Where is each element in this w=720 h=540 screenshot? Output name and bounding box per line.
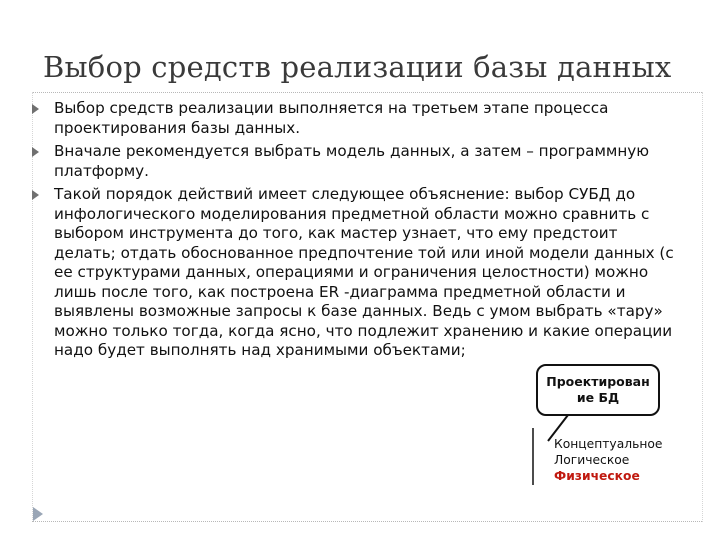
bullet-line: делать; отдать обоснованное предпочтение той или иной модели данных (с [54,243,674,262]
right-border [702,92,703,522]
bullet-line: проектирования базы данных. [54,118,301,137]
bullet-line: выявлены возможные запросы к базе данных. Ведь с умом выбрать «тару» [54,302,663,320]
design-callout [536,364,660,416]
title-divider [32,92,702,93]
design-levels [554,436,662,484]
bullet-line: ее структурами данных, операциями и ограничения целостности) можно [54,263,649,281]
callout-line: Проектирован [546,374,650,389]
bullet-arrow-icon [32,190,39,200]
bullet-arrow-icon [32,104,39,114]
bullet-item [30,99,690,138]
level-conceptual: Концептуальное [554,437,663,451]
bullet-line: инфологического моделирования предметной области можно сравнить с [54,204,650,223]
bullet-line: Вначале рекомендуется выбрать модель данных, а затем – программную [54,142,650,160]
bullet-item [30,142,690,181]
level-physical: Физическое [554,469,640,483]
bullet-line: платформу. [54,161,149,180]
bottom-border [32,521,702,522]
bullet-line: Такой порядок действий имеет следующее объяснение: выбор СУБД до [54,185,636,203]
bullet-line: Выбор средств реализации выполняется на третьем этапе процесса [54,99,609,117]
bullet-line: выбором инструмента до того, как мастер узнает, что ему предстоит [54,224,618,242]
bullet-arrow-icon [32,147,39,157]
bullet-line: надо будет выполнять над хранимыми объектами; [54,341,466,359]
callout-line: ие БД [576,390,620,405]
bullet-list [30,99,690,365]
bullet-item [30,185,690,361]
corner-arrow-icon [33,507,43,521]
level-logical: Логическое [554,453,630,467]
bullet-line: лишь после того, как построена ER -диаграмма предметной области и [54,282,626,301]
slide-title: Выбор средств реализации базы данных [43,50,672,84]
bullet-line: можно только тогда, когда ясно, что подлежит хранению и какие операции [54,321,673,340]
